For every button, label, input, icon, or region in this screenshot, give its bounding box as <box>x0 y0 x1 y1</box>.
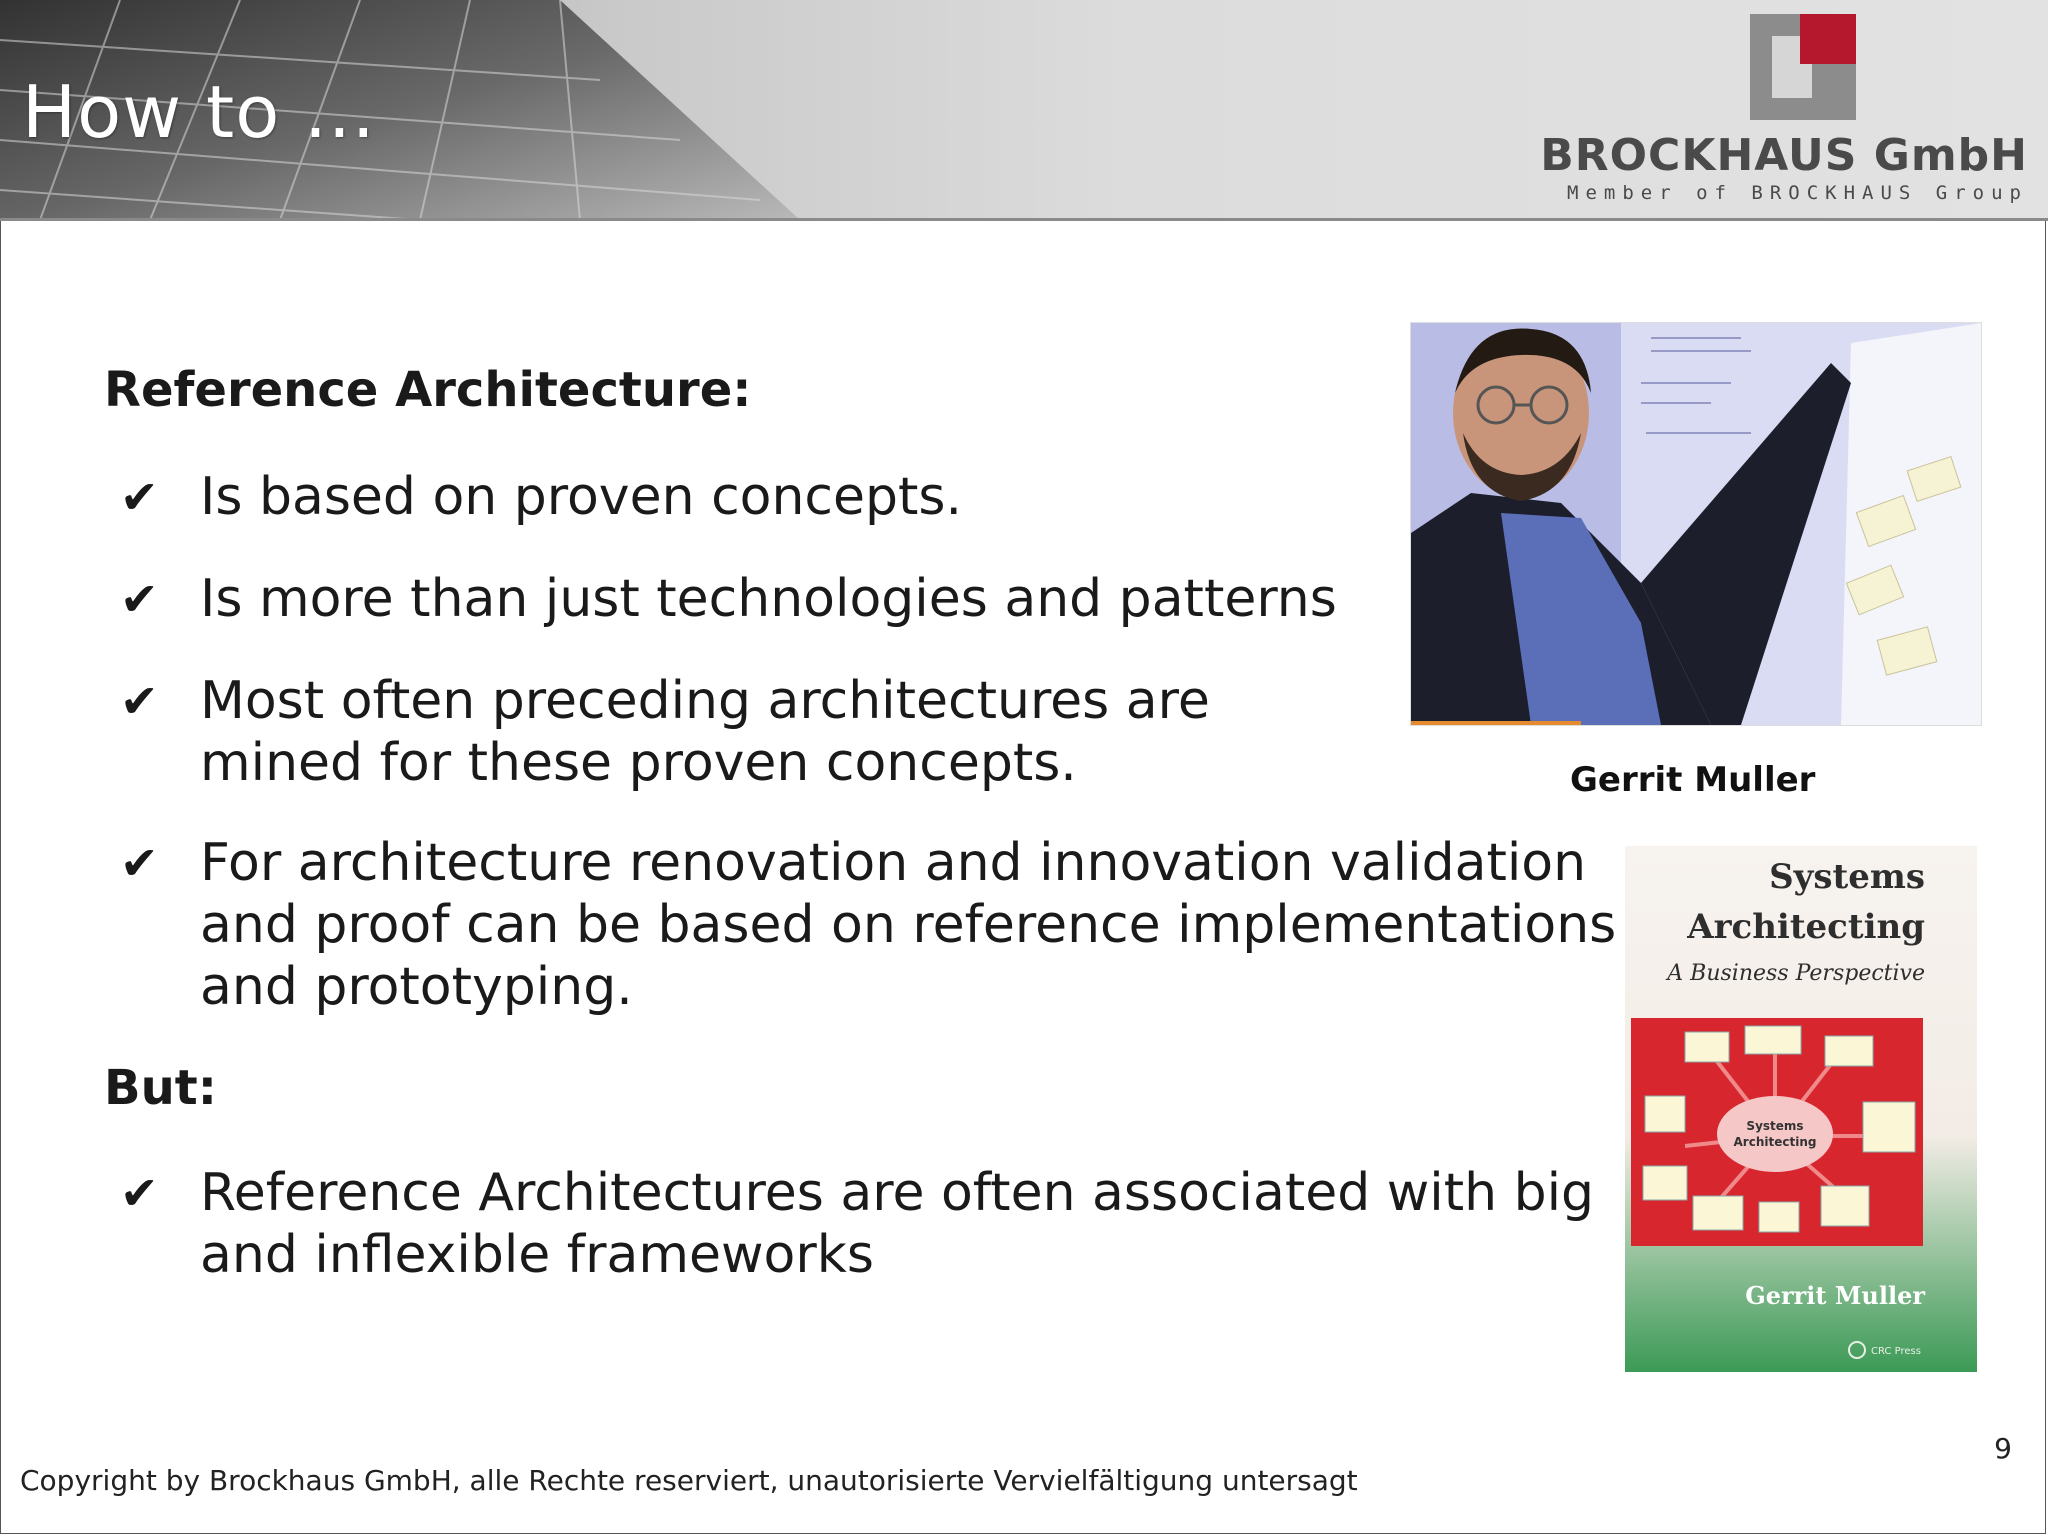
photo-caption: Gerrit Muller <box>1570 760 1816 800</box>
page-number: 9 <box>1994 1432 2012 1465</box>
book-center-label-line2: Architecting <box>1733 1135 1817 1149</box>
check-icon: ✔ <box>120 1166 159 1220</box>
slide-title: How to ... <box>22 70 376 154</box>
heading-but: But: <box>104 1060 217 1116</box>
check-icon: ✔ <box>120 836 159 890</box>
book-publisher: CRC Press <box>1871 1346 1921 1357</box>
header-divider <box>0 218 2048 221</box>
bullet-text: Reference Architectures are often associated with big and inflexible frameworks <box>200 1163 1595 1285</box>
check-icon: ✔ <box>120 674 159 728</box>
book-subtitle: A Business Perspective <box>1667 961 1925 986</box>
header-banner <box>0 0 2048 220</box>
presenter-photo <box>1410 322 1982 726</box>
book-title-line2: Architecting <box>1687 907 1925 947</box>
brand-subtitle: Member of BROCKHAUS Group <box>1567 182 2028 204</box>
brand-name: BROCKHAUS GmbH <box>1540 130 2028 181</box>
bullet-text: Is more than just technologies and patterns <box>200 569 1337 629</box>
heading-reference-architecture: Reference Architecture: <box>104 362 752 418</box>
bullet-text: Most often preceding architectures are mined for these proven concepts. <box>200 671 1210 793</box>
bullet-text: For architecture renovation and innovation validation and proof can be based on reference implementations and prototyping. <box>200 833 1617 1017</box>
book-title-line1: Systems <box>1769 857 1925 897</box>
check-icon: ✔ <box>120 470 159 524</box>
bullet-text: Is based on proven concepts. <box>200 467 963 527</box>
brockhaus-logo-icon <box>1750 14 1856 120</box>
copyright-notice: Copyright by Brockhaus GmbH, alle Rechte reserviert, unautorisierte Vervielfältigung untersagt <box>20 1464 1358 1497</box>
book-author: Gerrit Muller <box>1745 1281 1925 1310</box>
book-center-label-line1: Systems <box>1746 1119 1804 1133</box>
check-icon: ✔ <box>120 572 159 626</box>
book-cover <box>1625 846 1977 1372</box>
